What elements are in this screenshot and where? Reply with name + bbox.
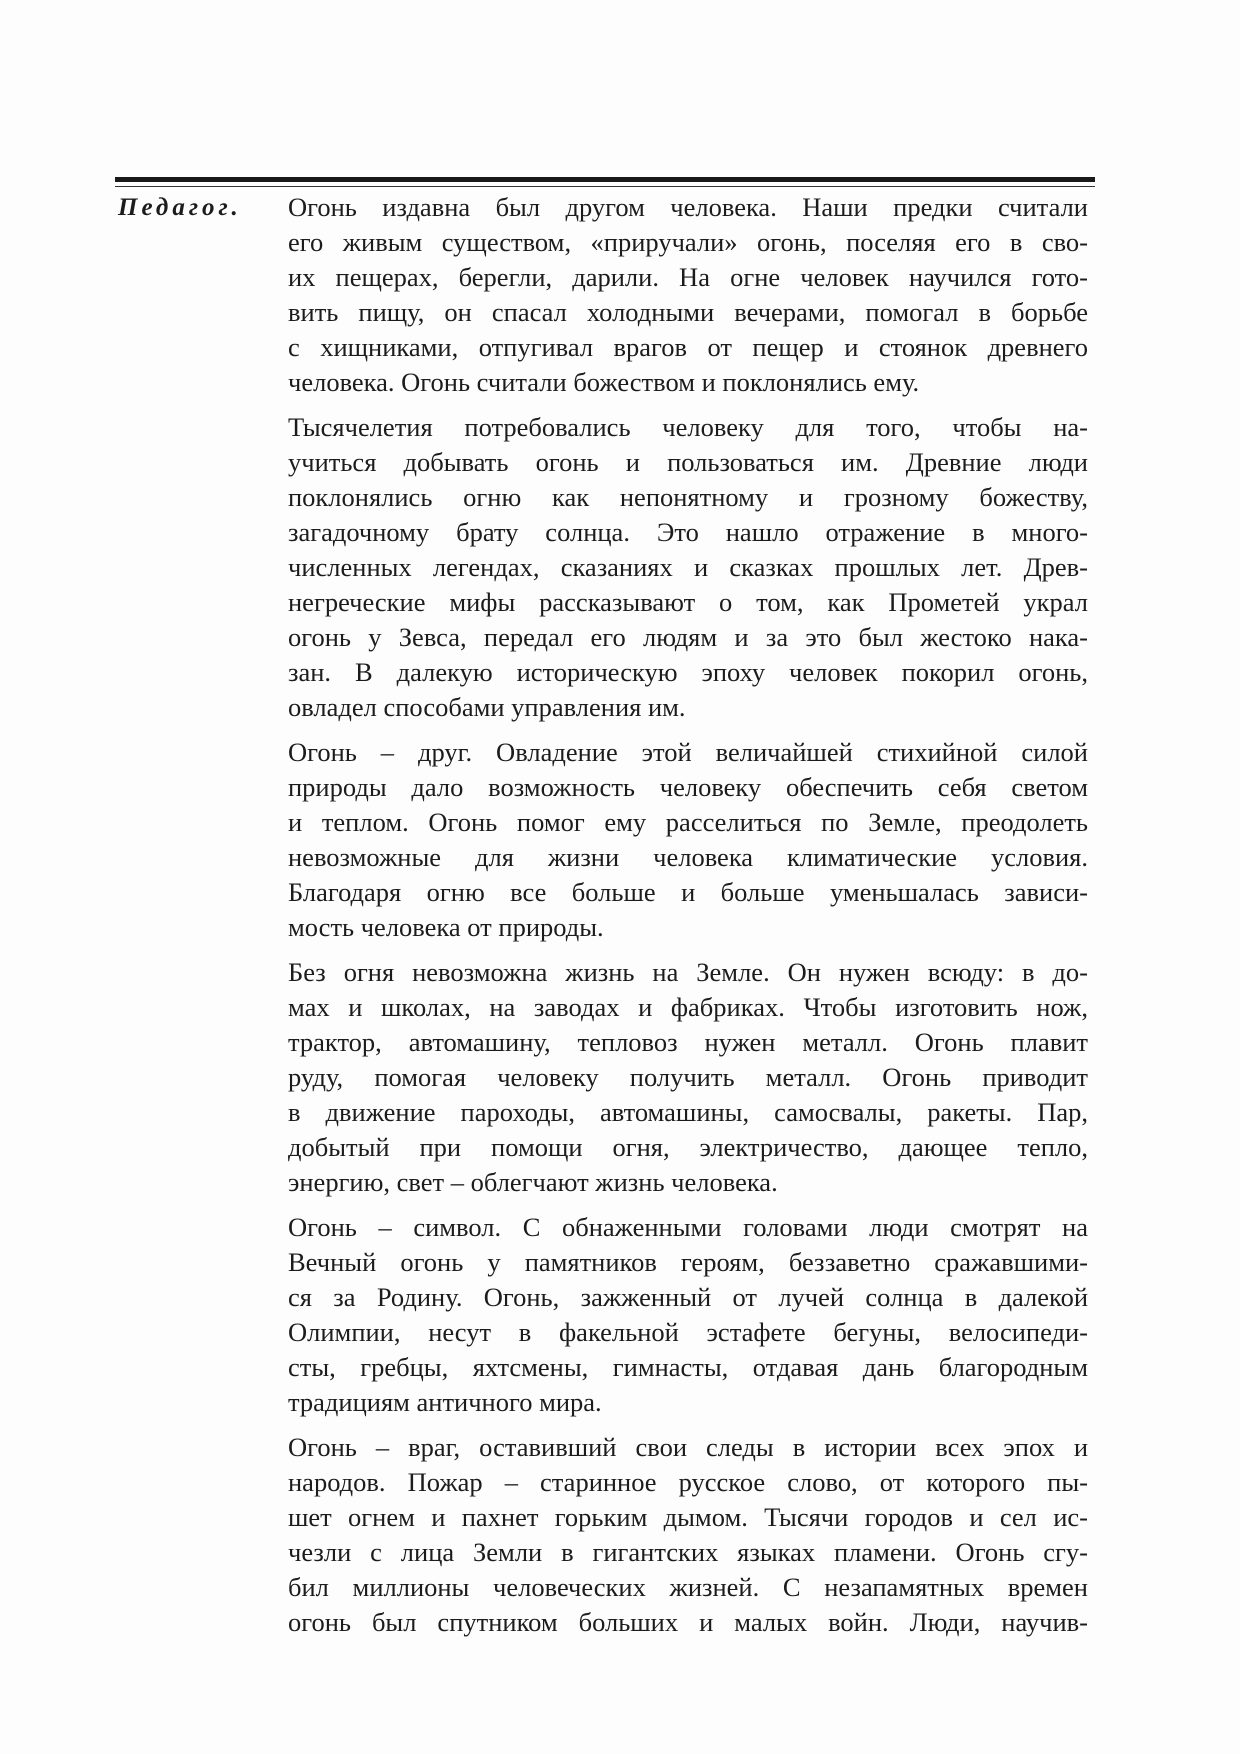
top-rule bbox=[115, 177, 1095, 182]
text-line: природы дало возможность человеку обеспечить себя светом bbox=[288, 772, 1088, 802]
text-line: мость человека от природы. bbox=[288, 912, 604, 942]
text-line: зан. В далекую историческую эпоху человек покорил огонь, bbox=[288, 657, 1088, 687]
text-line: чезли с лица Земли в гигантских языках пламени. Огонь сгу- bbox=[288, 1537, 1088, 1567]
text-line: и теплом. Огонь помог ему расселиться по Земле, преодолеть bbox=[288, 807, 1088, 837]
paragraph bbox=[288, 955, 1088, 1200]
text-line: Вечный огонь у памятников героям, беззаветно сражавшими- bbox=[288, 1247, 1088, 1277]
text-line: Огонь – символ. С обнаженными головами люди смотрят на bbox=[288, 1212, 1088, 1242]
paragraph bbox=[288, 410, 1088, 725]
text-line: овладел способами управления им. bbox=[288, 692, 686, 722]
text-line: мах и школах, на заводах и фабриках. Чтобы изготовить нож, bbox=[288, 992, 1088, 1022]
text-line: численных легендах, сказаниях и сказках прошлых лет. Древ- bbox=[288, 552, 1088, 582]
text-line: с хищниками, отпугивал врагов от пещер и стоянок древнего bbox=[288, 332, 1088, 362]
speaker-label: Педагог. bbox=[118, 194, 242, 221]
top-rule-thin bbox=[115, 186, 1095, 187]
text-line: ся за Родину. Огонь, зажженный от лучей солнца в далекой bbox=[288, 1282, 1088, 1312]
text-line: вить пищу, он спасал холодными вечерами, помогал в борьбе bbox=[288, 297, 1088, 327]
text-line: Огонь – враг, оставивший свои следы в истории всех эпох и bbox=[288, 1432, 1088, 1462]
text-line: его живым существом, «приручали» огонь, поселяя его в сво- bbox=[288, 227, 1088, 257]
text-line: человека. Огонь считали божеством и поклонялись ему. bbox=[288, 367, 920, 397]
text-line: в движение пароходы, автомашины, самосвалы, ракеты. Пар, bbox=[288, 1097, 1088, 1127]
text-line: Олимпии, несут в факельной эстафете бегуны, велосипеди- bbox=[288, 1317, 1088, 1347]
text-line: руду, помогая человеку получить металл. Огонь приводит bbox=[288, 1062, 1088, 1092]
text-line: традициям античного мира. bbox=[288, 1387, 602, 1417]
text-line: учиться добывать огонь и пользоваться им. Древние люди bbox=[288, 447, 1088, 477]
paragraph bbox=[288, 1430, 1088, 1640]
text-line: огонь был спутником больших и малых войн. Люди, научив- bbox=[288, 1607, 1088, 1637]
text-column bbox=[288, 190, 1088, 1650]
text-line: шет огнем и пахнет горьким дымом. Тысячи городов и сел ис- bbox=[288, 1502, 1088, 1532]
text-line: Огонь издавна был другом человека. Наши предки считали bbox=[288, 192, 1088, 222]
text-line: народов. Пожар – старинное русское слово, от которого пы- bbox=[288, 1467, 1088, 1497]
text-line: невозможные для жизни человека климатические условия. bbox=[288, 842, 1088, 872]
text-line: поклонялись огню как непонятному и грозному божеству, bbox=[288, 482, 1088, 512]
text-line: бил миллионы человеческих жизней. С незапамятных времен bbox=[288, 1572, 1088, 1602]
text-line: Огонь – друг. Овладение этой величайшей стихийной силой bbox=[288, 737, 1088, 767]
text-line: сты, гребцы, яхтсмены, гимнасты, отдавая дань благородным bbox=[288, 1352, 1088, 1382]
text-line: их пещерах, берегли, дарили. На огне человек научился гото- bbox=[288, 262, 1088, 292]
text-line: загадочному брату солнца. Это нашло отражение в много- bbox=[288, 517, 1088, 547]
paragraph bbox=[288, 735, 1088, 945]
text-line: трактор, автомашину, тепловоз нужен металл. Огонь плавит bbox=[288, 1027, 1088, 1057]
text-line: Тысячелетия потребовались человеку для того, чтобы на- bbox=[288, 412, 1088, 442]
text-line: Без огня невозможна жизнь на Земле. Он нужен всюду: в до- bbox=[288, 957, 1088, 987]
paragraph bbox=[288, 1210, 1088, 1420]
text-line: добытый при помощи огня, электричество, дающее тепло, bbox=[288, 1132, 1088, 1162]
text-line: огонь у Зевса, передал его людям и за это был жестоко нака- bbox=[288, 622, 1088, 652]
text-line: негреческие мифы рассказывают о том, как Прометей украл bbox=[288, 587, 1088, 617]
paragraph bbox=[288, 190, 1088, 400]
text-line: энергию, свет – облегчают жизнь человека. bbox=[288, 1167, 778, 1197]
text-line: Благодаря огню все больше и больше уменьшалась зависи- bbox=[288, 877, 1088, 907]
